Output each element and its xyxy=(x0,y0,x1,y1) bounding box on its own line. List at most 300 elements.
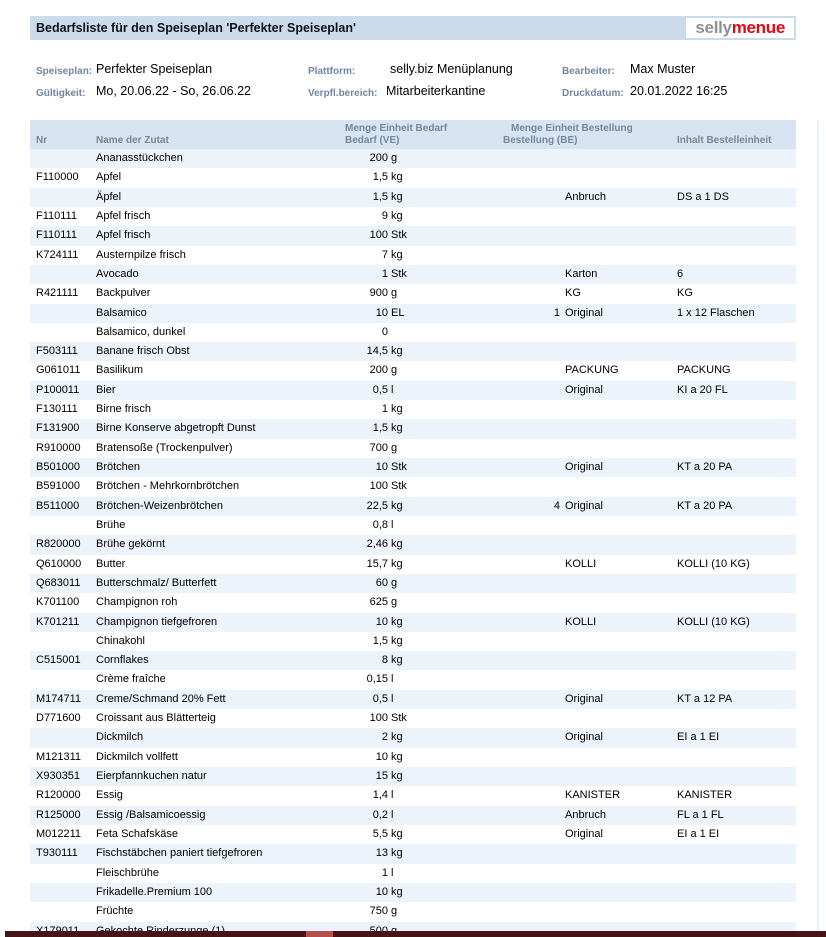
table-row xyxy=(30,419,796,438)
ingredient-name: Crème fraîche xyxy=(96,673,166,686)
bedarf-einheit: g xyxy=(391,596,398,609)
bestellung-einheit xyxy=(565,246,670,265)
ingredient-name: Ananasstückchen xyxy=(96,152,183,164)
ingredient-number: P100011 xyxy=(36,383,80,396)
col-header-name: Name der Zutat xyxy=(96,135,169,146)
ingredient-number: F130111 xyxy=(36,403,78,416)
bedarf-einheit: kg xyxy=(391,827,403,840)
bedarf-einheit: g xyxy=(391,441,398,454)
bedarf-menge: 5,5 xyxy=(372,827,388,840)
table-row xyxy=(30,786,796,805)
inhalt-bestelleinheit xyxy=(677,670,796,689)
ingredient-number xyxy=(36,304,93,323)
table-row xyxy=(30,709,796,728)
bedarf-einheit: kg xyxy=(391,557,403,570)
logo-text-selly: selly xyxy=(695,18,732,37)
inhalt-bestelleinheit: EI a 1 EI xyxy=(677,731,720,744)
table-row xyxy=(30,226,796,245)
ingredient-name: Dickmilch vollfett xyxy=(96,750,178,763)
bedarf-menge: 1,5 xyxy=(372,190,388,203)
bedarf-einheit: l xyxy=(391,518,394,531)
bedarf-menge: 13 xyxy=(375,847,388,860)
bestellung-menge xyxy=(470,690,560,709)
bestellung-menge xyxy=(470,883,560,902)
bedarf-menge: 10 xyxy=(375,885,388,898)
bestellung-einheit: Original xyxy=(565,731,603,744)
bedarf-einheit: kg xyxy=(391,209,403,222)
ingredient-name: Balsamico, dunkel xyxy=(96,325,186,338)
bedarf-menge: 0,5 xyxy=(372,383,388,396)
inhalt-bestelleinheit: KT a 20 PA xyxy=(677,499,733,512)
bedarf-einheit: kg xyxy=(391,615,403,628)
bestellung-menge xyxy=(470,419,560,438)
bedarf-einheit: g xyxy=(391,576,398,589)
ingredient-number xyxy=(36,728,93,747)
bedarf-einheit: kg xyxy=(391,634,403,647)
bestellung-einheit: Original xyxy=(565,692,603,705)
inhalt-bestelleinheit xyxy=(677,168,796,187)
bedarf-einheit: kg xyxy=(391,499,403,512)
ingredient-number: Q610000 xyxy=(36,557,82,570)
col-header-bedarf-line1: Menge Einheit Bedarf xyxy=(345,123,448,134)
inhalt-bestelleinheit xyxy=(677,323,796,342)
bestellung-menge xyxy=(470,284,560,303)
bestellung-einheit xyxy=(565,149,670,168)
table-row xyxy=(30,439,796,458)
bedarf-menge: 0,2 xyxy=(372,808,388,821)
inhalt-bestelleinheit xyxy=(677,400,796,419)
table-row xyxy=(30,342,796,361)
table-row xyxy=(30,168,796,187)
verpflbereich-label: Verpfl.bereich: xyxy=(308,88,378,99)
inhalt-bestelleinheit xyxy=(677,709,796,728)
inhalt-bestelleinheit xyxy=(677,767,796,786)
bestellung-einheit xyxy=(565,748,670,767)
ingredient-number: G061011 xyxy=(36,364,81,377)
table-row xyxy=(30,825,796,844)
bedarf-einheit: kg xyxy=(391,345,403,358)
col-header-bestellung-line1: Menge Einheit Bestellung xyxy=(511,123,633,134)
bedarf-menge: 22,5 xyxy=(366,499,388,512)
ingredient-name: Brötchen-Weizenbrötchen xyxy=(96,499,223,512)
bestellung-menge xyxy=(470,555,560,574)
table-row xyxy=(30,613,796,632)
report-title-bar xyxy=(30,16,796,40)
bedarf-einheit: Stk xyxy=(391,712,407,725)
bedarf-menge: 1 xyxy=(381,267,388,280)
table-row xyxy=(30,188,796,207)
ingredient-number: K701211 xyxy=(36,615,80,628)
bedarf-einheit: kg xyxy=(391,422,403,435)
ingredient-number: X930351 xyxy=(36,770,81,782)
bedarf-einheit: kg xyxy=(391,403,403,416)
bedarf-menge: 15,7 xyxy=(366,557,388,570)
inhalt-bestelleinheit: KANISTER xyxy=(677,789,733,802)
bedarf-menge: 700 xyxy=(369,441,388,454)
table-row xyxy=(30,207,796,226)
table-row xyxy=(30,728,796,747)
ingredient-number: R820000 xyxy=(36,538,81,551)
ingredient-name: Fischstäbchen paniert tiefgefroren xyxy=(96,847,263,860)
bedarf-einheit: kg xyxy=(391,654,403,667)
ingredient-name: Apfel frisch xyxy=(96,209,151,222)
bestellung-menge xyxy=(470,767,560,786)
ingredient-number xyxy=(36,864,93,883)
table-row xyxy=(30,670,796,689)
bestellung-einheit xyxy=(565,844,670,863)
col-header-bedarf-line2: Bedarf (VE) xyxy=(345,135,400,146)
table-row xyxy=(30,883,796,902)
ingredient-name: Brötchen - Mehrkornbrötchen xyxy=(96,480,240,493)
bedarf-einheit: g xyxy=(391,364,398,377)
bedarf-einheit: g xyxy=(391,152,398,164)
inhalt-bestelleinheit: KT a 12 PA xyxy=(677,692,733,705)
table-row xyxy=(30,535,796,554)
bestellung-einheit xyxy=(565,439,670,458)
plattform-value: selly.biz Menüplanung xyxy=(390,62,513,76)
bedarf-menge: 625 xyxy=(369,596,388,609)
ingredient-name: Croissant aus Blätterteig xyxy=(96,712,216,725)
inhalt-bestelleinheit xyxy=(677,207,796,226)
gueltigkeit-label: Gültigkeit: xyxy=(36,88,86,99)
ingredient-name: Cornflakes xyxy=(96,654,149,667)
ingredient-number: F503111 xyxy=(36,345,78,358)
bestellung-einheit: PACKUNG xyxy=(565,364,619,377)
bestellung-menge xyxy=(470,400,560,419)
bestellung-menge xyxy=(470,246,560,265)
bestellung-einheit xyxy=(565,883,670,902)
bestellung-menge xyxy=(470,458,560,477)
table-row xyxy=(30,844,796,863)
bestellung-einheit xyxy=(565,400,670,419)
inhalt-bestelleinheit xyxy=(677,516,796,535)
bedarf-menge: 60 xyxy=(375,576,388,589)
table-row xyxy=(30,864,796,883)
table-row xyxy=(30,555,796,574)
ingredient-name: Äpfel xyxy=(96,190,122,203)
inhalt-bestelleinheit xyxy=(677,574,796,593)
col-header-inhalt: Inhalt Bestelleinheit xyxy=(677,135,772,146)
inhalt-bestelleinheit xyxy=(677,883,796,902)
inhalt-bestelleinheit xyxy=(677,419,796,438)
inhalt-bestelleinheit: KI a 20 FL xyxy=(677,383,728,396)
report-title: Bedarfsliste für den Speiseplan 'Perfekter Speiseplan' xyxy=(36,21,356,35)
ingredient-number: Q683011 xyxy=(36,576,81,589)
bedarf-menge: 2 xyxy=(381,731,388,744)
table-row xyxy=(30,246,796,265)
bestellung-menge xyxy=(470,265,560,284)
bedarf-menge: 100 xyxy=(369,229,388,242)
col-header-nr: Nr xyxy=(36,135,48,146)
bedarf-einheit: l xyxy=(391,808,394,821)
bedarf-einheit: l xyxy=(391,673,394,686)
bestellung-menge xyxy=(470,342,560,361)
bedarf-menge: 200 xyxy=(369,364,388,377)
ingredient-number: C515001 xyxy=(36,654,81,667)
bestellung-menge xyxy=(470,786,560,805)
bedarf-menge: 10 xyxy=(375,750,388,763)
bestellung-menge xyxy=(470,748,560,767)
inhalt-bestelleinheit: KG xyxy=(677,287,693,300)
bestellung-menge xyxy=(470,709,560,728)
ingredient-number: M012211 xyxy=(36,827,82,840)
bedarf-menge: 200 xyxy=(369,152,388,164)
bedarf-menge: 1,5 xyxy=(372,422,388,435)
page-edge-line xyxy=(817,120,819,932)
bedarf-menge: 1 xyxy=(381,866,388,879)
table-row xyxy=(30,265,796,284)
ingredient-number: M121311 xyxy=(36,750,82,763)
bestellung-menge: 4 xyxy=(553,499,560,512)
table-row xyxy=(30,902,796,921)
table-row xyxy=(30,284,796,303)
sellymenue-logo xyxy=(686,18,794,38)
ingredient-name: Avocado xyxy=(96,267,139,280)
bearbeiter-label: Bearbeiter: xyxy=(562,66,615,77)
inhalt-bestelleinheit: 6 xyxy=(677,267,684,280)
bedarf-menge: 2,46 xyxy=(366,538,388,551)
bestellung-einheit xyxy=(565,226,670,245)
ingredient-number xyxy=(36,670,93,689)
bedarf-menge: 0,8 xyxy=(372,518,388,531)
bedarf-einheit: g xyxy=(391,287,398,300)
table-row xyxy=(30,361,796,380)
ingredient-name: Banane frisch Obst xyxy=(96,345,190,358)
bestellung-menge xyxy=(470,207,560,226)
ingredient-number xyxy=(36,188,93,207)
ingredient-number: B501000 xyxy=(36,461,81,473)
ingredient-name: Butterschmalz/ Butterfett xyxy=(96,576,217,589)
inhalt-bestelleinheit: PACKUNG xyxy=(677,364,731,377)
bestellung-einheit xyxy=(565,651,670,670)
inhalt-bestelleinheit xyxy=(677,632,796,651)
ingredient-name: Brötchen xyxy=(96,461,141,473)
bedarf-menge: 900 xyxy=(369,287,388,300)
bestellung-einheit xyxy=(565,477,670,496)
bestellung-einheit xyxy=(565,323,670,342)
inhalt-bestelleinheit xyxy=(677,226,796,245)
inhalt-bestelleinheit: 1 x 12 Flaschen xyxy=(677,306,755,319)
bottom-bar-accent-segment xyxy=(306,931,333,937)
ingredient-number: T930111 xyxy=(36,847,78,860)
bestellung-menge xyxy=(470,728,560,747)
ingredient-name: Butter xyxy=(96,557,126,570)
bestellung-menge xyxy=(470,535,560,554)
bedarf-menge: 10 xyxy=(375,615,388,628)
bearbeiter-value: Max Muster xyxy=(630,62,696,76)
bedarf-einheit: Stk xyxy=(391,267,407,280)
bestellung-einheit xyxy=(565,670,670,689)
speiseplan-label: Speiseplan: xyxy=(36,66,93,77)
ingredient-name: Apfel xyxy=(96,171,122,184)
ingredient-number: K701100 xyxy=(36,596,80,609)
bestellung-menge xyxy=(470,439,560,458)
ingredient-name: Bier xyxy=(96,383,116,396)
ingredient-number: R910000 xyxy=(36,441,81,454)
druckdatum-label: Druckdatum: xyxy=(562,88,624,99)
bedarf-einheit: kg xyxy=(391,885,403,898)
ingredient-name: Birne Konserve abgetropft Dunst xyxy=(96,422,256,435)
bestellung-menge xyxy=(470,651,560,670)
bestellung-menge xyxy=(470,381,560,400)
bedarf-menge: 0 xyxy=(381,325,388,338)
inhalt-bestelleinheit xyxy=(677,535,796,554)
ingredient-number: M174711 xyxy=(36,692,82,705)
bestellung-menge xyxy=(470,149,560,168)
bedarf-menge: 1 xyxy=(381,403,388,416)
ingredient-name: Feta Schafskäse xyxy=(96,827,178,840)
bestellung-einheit: Original xyxy=(565,383,603,396)
bestellung-einheit: KG xyxy=(565,287,581,300)
bestellung-menge: 1 xyxy=(553,306,560,319)
ingredient-number: F110111 xyxy=(36,229,77,242)
bestellung-einheit xyxy=(565,168,670,187)
ingredient-number: F110111 xyxy=(36,209,77,222)
bedarf-einheit: l xyxy=(391,692,394,705)
bedarf-menge: 14,5 xyxy=(366,345,388,358)
bedarf-einheit: kg xyxy=(391,190,403,203)
bestellung-einheit: Original xyxy=(565,461,603,473)
bedarf-menge: 750 xyxy=(369,905,388,918)
bedarf-einheit xyxy=(391,323,451,342)
bedarf-einheit: Stk xyxy=(391,229,407,242)
bedarf-einheit: l xyxy=(391,866,394,879)
inhalt-bestelleinheit xyxy=(677,342,796,361)
bedarf-menge: 0,15 xyxy=(366,673,388,686)
bedarf-einheit: l xyxy=(391,789,394,802)
table-row xyxy=(30,748,796,767)
bedarf-einheit: g xyxy=(391,905,398,918)
ingredient-name: Backpulver xyxy=(96,287,151,300)
bedarf-menge: 0,5 xyxy=(372,692,388,705)
bestellung-menge xyxy=(470,574,560,593)
bedarf-menge: 1,4 xyxy=(372,789,388,802)
bestellung-menge xyxy=(470,593,560,612)
ingredient-number xyxy=(36,265,93,284)
ingredient-name: Fleischbrühe xyxy=(96,866,159,879)
ingredient-name: Dickmilch xyxy=(96,731,144,744)
inhalt-bestelleinheit: DS a 1 DS xyxy=(677,190,729,203)
bestellung-einheit: Karton xyxy=(565,267,598,280)
bedarf-einheit: kg xyxy=(391,171,403,184)
bedarf-einheit: EL xyxy=(391,306,405,319)
table-row xyxy=(30,304,796,323)
bestellung-menge xyxy=(470,806,560,825)
bedarf-einheit: kg xyxy=(391,750,403,763)
bestellung-menge xyxy=(470,864,560,883)
ingredient-name: Basilikum xyxy=(96,364,144,377)
ingredient-name: Apfel frisch xyxy=(96,229,151,242)
table-row xyxy=(30,632,796,651)
bestellung-einheit: Original xyxy=(565,827,603,840)
bestellung-einheit xyxy=(565,709,670,728)
bedarf-menge: 1,5 xyxy=(372,634,388,647)
table-row xyxy=(30,497,796,516)
ingredient-number xyxy=(36,149,93,168)
bedarf-einheit: kg xyxy=(391,770,403,782)
bedarf-menge: 10 xyxy=(375,306,388,319)
bedarf-einheit: Stk xyxy=(391,480,407,493)
ingredient-name: Früchte xyxy=(96,905,134,918)
bedarf-einheit: l xyxy=(391,383,394,396)
bedarf-einheit: Stk xyxy=(391,461,407,473)
inhalt-bestelleinheit xyxy=(677,748,796,767)
inhalt-bestelleinheit xyxy=(677,246,796,265)
bedarf-menge: 15 xyxy=(375,770,388,782)
bedarf-einheit: kg xyxy=(391,847,403,860)
ingredient-name: Austernpilze frisch xyxy=(96,248,186,261)
bedarf-menge: 100 xyxy=(369,712,388,725)
bestellung-einheit xyxy=(565,864,670,883)
ingredient-name: Essig /Balsamicoessig xyxy=(96,808,206,821)
bestellung-menge xyxy=(470,632,560,651)
inhalt-bestelleinheit xyxy=(677,477,796,496)
bestellung-einheit xyxy=(565,593,670,612)
bestellung-einheit xyxy=(565,902,670,921)
table-row xyxy=(30,381,796,400)
gueltigkeit-value: Mo, 20.06.22 - So, 26.06.22 xyxy=(96,84,251,98)
inhalt-bestelleinheit: KOLLI (10 KG) xyxy=(677,557,750,570)
ingredient-number: K724111 xyxy=(36,248,79,261)
bestellung-einheit: KOLLI xyxy=(565,615,597,628)
bedarf-menge: 10 xyxy=(375,461,388,473)
bedarf-menge: 7 xyxy=(381,248,388,261)
col-header-bestellung-line2: Bestellung (BE) xyxy=(503,135,578,146)
inhalt-bestelleinheit xyxy=(677,844,796,863)
ingredient-name: Balsamico xyxy=(96,306,147,319)
bestellung-einheit xyxy=(565,342,670,361)
inhalt-bestelleinheit xyxy=(677,149,796,168)
inhalt-bestelleinheit: KT a 20 PA xyxy=(677,461,733,473)
inhalt-bestelleinheit xyxy=(677,902,796,921)
table-row xyxy=(30,149,796,168)
bestellung-einheit: Anbruch xyxy=(565,190,606,203)
ingredient-name: Essig xyxy=(96,789,123,802)
bestellung-einheit xyxy=(565,207,670,226)
bestellung-einheit xyxy=(565,535,670,554)
ingredient-name: Champignon tiefgefroren xyxy=(96,615,218,628)
bestellung-menge xyxy=(470,226,560,245)
bestellung-menge xyxy=(470,670,560,689)
inhalt-bestelleinheit xyxy=(677,593,796,612)
bestellung-menge xyxy=(470,323,560,342)
verpflbereich-value: Mitarbeiterkantine xyxy=(386,84,486,98)
ingredient-name: Bratensoße (Trockenpulver) xyxy=(96,441,233,454)
bestellung-menge xyxy=(470,477,560,496)
bestellung-einheit xyxy=(565,574,670,593)
ingredient-name: Champignon roh xyxy=(96,596,178,609)
bestellung-einheit xyxy=(565,767,670,786)
ingredient-number: F110000 xyxy=(36,171,79,184)
inhalt-bestelleinheit: EI a 1 EI xyxy=(677,827,720,840)
ingredient-number: R421111 xyxy=(36,287,79,300)
table-row xyxy=(30,767,796,786)
inhalt-bestelleinheit xyxy=(677,439,796,458)
logo-text-menue: menue xyxy=(731,18,785,37)
bedarf-menge: 9 xyxy=(381,209,388,222)
bestellung-menge xyxy=(470,168,560,187)
ingredient-name: Creme/Schmand 20% Fett xyxy=(96,692,226,705)
bestellung-einheit: Anbruch xyxy=(565,808,606,821)
ingredient-number: R120000 xyxy=(36,789,81,802)
bestellung-menge xyxy=(470,825,560,844)
ingredient-number xyxy=(36,883,93,902)
table-row xyxy=(30,477,796,496)
bestellung-menge xyxy=(470,361,560,380)
inhalt-bestelleinheit: KOLLI (10 KG) xyxy=(677,615,750,628)
ingredient-name: Brühe xyxy=(96,518,126,531)
druckdatum-value: 20.01.2022 16:25 xyxy=(630,84,728,98)
